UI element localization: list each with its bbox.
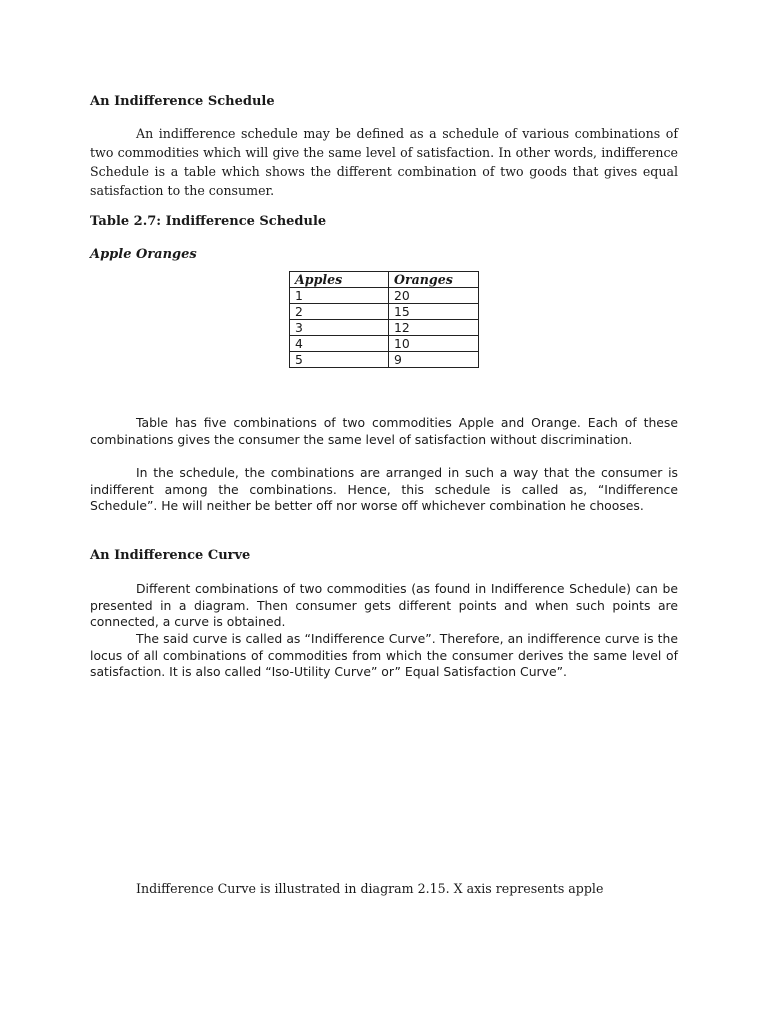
section-heading-indifference-curve: An Indifference Curve [90, 548, 251, 563]
table-header-row [290, 272, 479, 288]
table-row [290, 288, 479, 304]
cell-oranges: 12 [389, 320, 479, 336]
paragraph-curve-definition: The said curve is called as “Indifference Curve”. Therefore, an indifference curve is the locus of all combinations of commodities from which the consumer derives the same level of satisfaction. It is also called “Iso-Utility Curve” or” Equal Satisfaction Curve”. [90, 631, 678, 680]
table-row [290, 336, 479, 352]
column-header-apples: Apples [290, 272, 389, 288]
table-row [290, 304, 479, 320]
cell-oranges: 20 [389, 288, 479, 304]
cell-oranges: 15 [389, 304, 479, 320]
table-caption: Table 2.7: Indifference Schedule [90, 214, 327, 229]
table-row [290, 352, 479, 368]
indifference-schedule-table [289, 271, 479, 368]
paragraph-table-explanation: Table has five combinations of two commodities Apple and Orange. Each of these combinations gives the consumer the same level of satisfaction without discrimination. [90, 415, 678, 447]
table-row [290, 320, 479, 336]
paragraph-diagram-reference: Indifference Curve is illustrated in diagram 2.15. X axis represents apple [136, 881, 604, 896]
table-subheading: Apple Oranges [90, 247, 197, 262]
cell-oranges: 10 [389, 336, 479, 352]
cell-apples: 3 [290, 320, 389, 336]
cell-apples: 2 [290, 304, 389, 320]
paragraph-schedule-arrangement: In the schedule, the combinations are arranged in such a way that the consumer is indifferent among the combinations. Hence, this schedule is called as, “Indifference Schedule”. He will neither be better off nor worse off whichever combination he chooses. [90, 465, 678, 514]
cell-apples: 5 [290, 352, 389, 368]
cell-oranges: 9 [389, 352, 479, 368]
cell-apples: 4 [290, 336, 389, 352]
column-header-oranges: Oranges [389, 272, 479, 288]
section-heading-indifference-schedule: An Indifference Schedule [90, 94, 275, 109]
paragraph-curve-intro: Different combinations of two commodities (as found in Indifference Schedule) can be presented in a diagram. Then consumer gets different points and when such points are connected, a curve is obtained. [90, 581, 678, 630]
cell-apples: 1 [290, 288, 389, 304]
paragraph-schedule-definition: An indifference schedule may be defined as a schedule of various combinations of two commodities which will give the same level of satisfaction. In other words, indifference Schedule is a table which shows the different combination of two goods that gives equal satisfaction to the consumer. [90, 126, 678, 198]
